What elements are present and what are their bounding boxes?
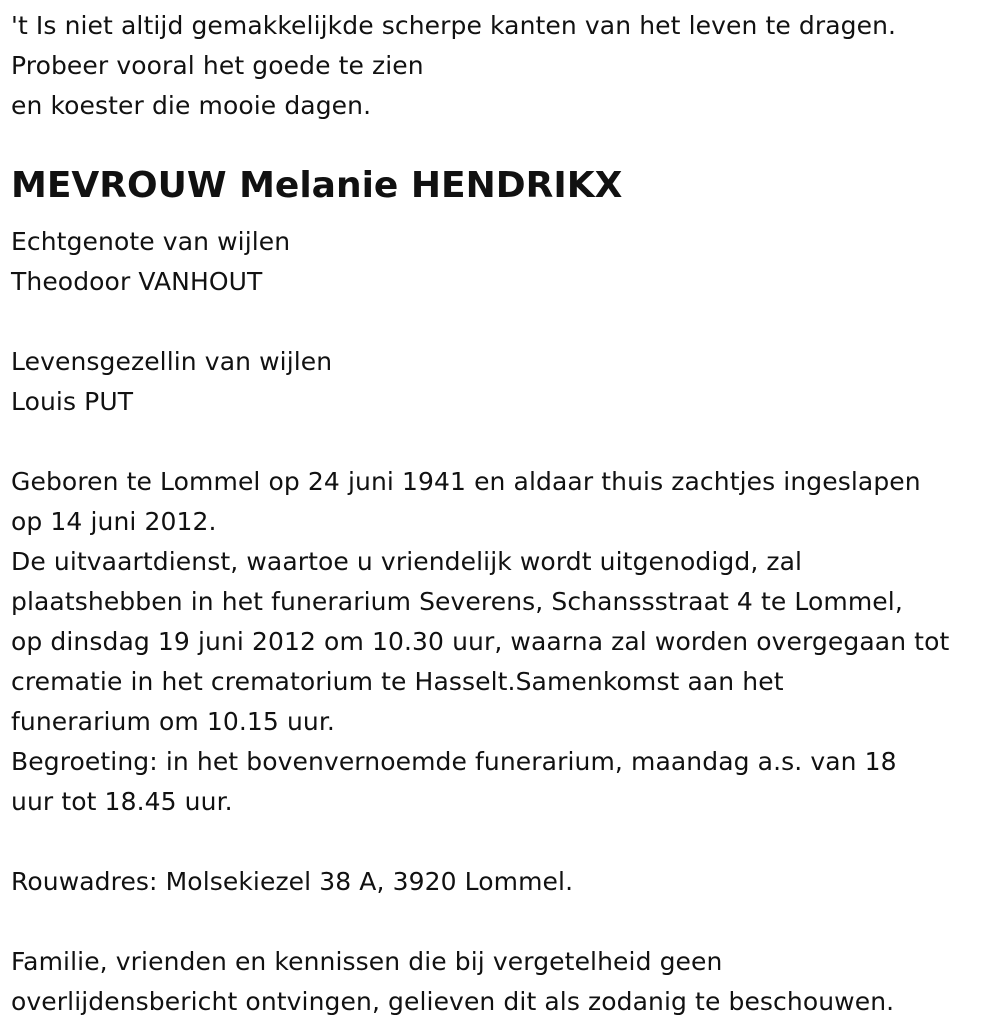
details-line: crematie in het crematorium te Hasselt.Samenkomst aan het: [11, 667, 784, 696]
spouse-block: [11, 222, 991, 302]
details-block: [11, 462, 991, 822]
spouse-name: Theodoor VANHOUT: [11, 267, 263, 296]
partner-block: [11, 342, 991, 422]
poem-line: en koester die mooie dagen.: [11, 91, 372, 120]
poem-line: 't Is niet altijd gemakkelijkde scherpe kanten van het leven te dragen.: [11, 11, 897, 40]
details-line: op 14 juni 2012.: [11, 507, 217, 536]
details-line: Geboren te Lommel op 24 juni 1941 en aldaar thuis zachtjes ingeslapen: [11, 467, 921, 496]
closing-line: Familie, vrienden en kennissen die bij vergetelheid geen: [11, 947, 723, 976]
details-line: De uitvaartdienst, waartoe u vriendelijk wordt uitgenodigd, zal: [11, 547, 803, 576]
details-line: op dinsdag 19 juni 2012 om 10.30 uur, waarna zal worden overgegaan tot: [11, 627, 950, 656]
mourning-address: Rouwadres: Molsekiezel 38 A, 3920 Lommel.: [11, 867, 574, 896]
partner-label: Levensgezellin van wijlen: [11, 347, 333, 376]
details-line: uur tot 18.45 uur.: [11, 787, 233, 816]
obituary-notice: [11, 6, 991, 1022]
poem: [11, 6, 991, 126]
poem-line: Probeer vooral het goede te zien: [11, 51, 424, 80]
closing-block: [11, 942, 991, 1022]
deceased-name: MEVROUW Melanie HENDRIKX: [11, 165, 623, 206]
spouse-label: Echtgenote van wijlen: [11, 227, 291, 256]
details-line: Begroeting: in het bovenvernoemde funerarium, maandag a.s. van 18: [11, 747, 897, 776]
closing-line: overlijdensbericht ontvingen, gelieven dit als zodanig te beschouwen.: [11, 987, 895, 1016]
details-line: plaatshebben in het funerarium Severens, Schanssstraat 4 te Lommel,: [11, 587, 903, 616]
details-line: funerarium om 10.15 uur.: [11, 707, 335, 736]
partner-name: Louis PUT: [11, 387, 134, 416]
